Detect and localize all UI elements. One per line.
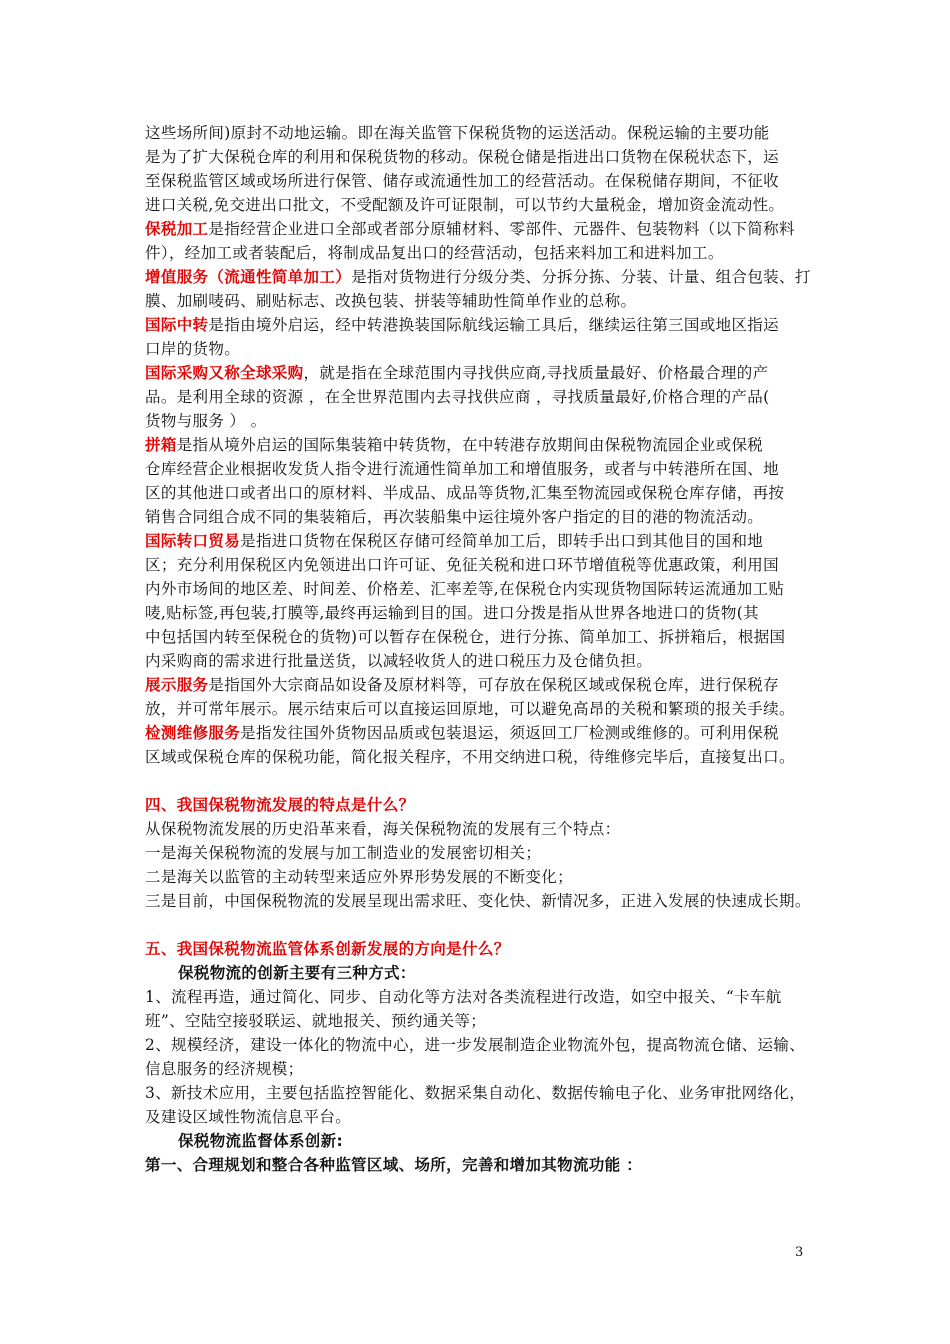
text-line: 2、规模经济，建设一体化的物流中心，进一步发展制造企业物流外包，提高物流仓储、运输、 [145,1036,806,1054]
text-line: 从保税物流发展的历史沿革来看，海关保税物流的发展有三个特点： [145,820,621,838]
text-line: 是为了扩大保税仓库的利用和保税货物的移动。保税仓储是指进出口货物在保税状态下，运 [145,148,780,166]
text-line: 唛,贴标签,再包装,打膜等,最终再运输到目的国。进口分拨是指从世界各地进口的货物(其 [145,604,759,622]
text-line: 区；充分利用保税区内免领进出口许可证、免征关税和进口环节增值税等优惠政策，利用国 [145,556,780,574]
text-line: 三是目前，中国保税物流的发展呈现出需求旺、变化快、新情况多，正进入发展的快速成长期。 [145,892,811,910]
section-heading-5: 五、我国保税物流监管体系创新发展的方向是什么？ [145,940,510,958]
text-line: 进口关税,免交进出口批文，不受配额及许可证限制，可以节约大量税金，增加资金流动性。 [145,196,785,214]
text-line: 及建设区域性物流信息平台。 [145,1108,352,1126]
text-line: 仓库经营企业根据收发货人指令进行流通性简单加工和增值服务，或者与中转港所在国、地 [145,460,780,478]
text-line: 放，并可常年展示。展示结束后可以直接运回原地，可以避免高昂的关税和繁琐的报关手续。 [145,700,795,718]
text-line: 销售合同组合成不同的集装箱后，再次装船集中运往境外客户指定的目的港的物流活动。 [145,508,764,526]
spacer [145,769,835,793]
text-line: 品。是利用全球的资源 ，在全世界范围内去寻找供应商 ，寻找质量最好,价格合理的产品( [145,388,770,406]
definition-text: 是指从境外启运的国际集装箱中转货物，在中转港存放期间由保税物流园企业或保税 [176,436,764,454]
definition-consolidation [145,433,835,457]
definition-text: 是指对货物进行分级分类、分拆分拣、分装、计量、组合包装、打 [351,268,811,286]
text-line: 3、新技术应用，主要包括监控智能化、数据采集自动化、数据传输电子化、业务审批网络化， [145,1084,806,1102]
text-line: 中包括国内转至保税仓的货物)可以暂存在保税仓，进行分拣、简单加工、拆拼箱后，根据国 [145,628,786,646]
subheading-supervision: 保税物流监督体系创新: [178,1132,344,1150]
term-consolidation: 拼箱 [145,436,177,454]
text-line: 区域或保税仓库的保税功能，简化报关程序，不用交纳进口税，待维修完毕后，直接复出口。 [145,748,795,766]
text-line: 内外市场间的地区差、时间差、价格差、汇率差等,在保税仓内实现货物国际转运流通加工贴 [145,580,785,598]
text-line: 口岸的货物。 [145,340,241,358]
term-transit: 国际中转 [145,316,209,334]
definition-text: 是指进口货物在保税区存储可经简单加工后，即转手出口到其他目的国和地 [240,532,764,550]
definition-text: 是指国外大宗商品如设备及原材料等，可存放在保税区域或保税仓库，进行保税存 [208,676,780,694]
term-repair: 检测维修服务 [145,724,241,742]
spacer [145,913,835,937]
subheading-innovation: 保税物流的创新主要有三种方式： [178,964,416,982]
text-line: 膜、加刷唛码、刷贴标志、改换包装、拼装等辅助性简单作业的总称。 [145,292,637,310]
text-line: 班”、空陆空接驳联运、就地报关、预约通关等； [145,1012,487,1030]
definition-transit [145,313,835,337]
definition-exhibition [145,673,835,697]
definition-text: 是指发往国外货物因品质或包装退运，须返回工厂检测或维修的。可利用保税 [240,724,780,742]
definition-text: 是指由境外启运，经中转港换装国际航线运输工具后，继续运往第三国或地区指运 [208,316,780,334]
term-entrepot: 国际转口贸易 [145,532,241,550]
term-procurement: 国际采购又称全球采购 [145,364,304,382]
section-heading-4: 四、我国保税物流发展的特点是什么？ [145,796,415,814]
text-line: 二是海关以监管的主动转型来适应外界形势发展的不断变化； [145,868,573,886]
text-line: 信息服务的经济规模； [145,1060,304,1078]
text-line: 一是海关保税物流的发展与加工制造业的发展密切相关； [145,844,542,862]
definition-repair [145,721,835,745]
definition-value-added [145,265,835,289]
text-line: 件），经加工或者装配后，将制成品复出口的经营活动，包括来料加工和进料加工。 [145,244,724,262]
term-value-added: 增值服务（流通性简单加工） [145,268,352,286]
text-line: 1、流程再造，通过简化、同步、自动化等方法对各类流程进行改造，如空中报关、“卡车航 [145,988,782,1006]
definition-procurement [145,361,835,385]
text-line: 区的其他进口或者出口的原材料、半成品、成品等货物,汇集至物流园或保税仓库存储，再按 [145,484,785,502]
definition-processing [145,217,835,241]
term-exhibition: 展示服务 [145,676,209,694]
text-line: 至保税监管区域或场所进行保管、储存或流通性加工的经营活动。在保税储存期间，不征收 [145,172,780,190]
definition-entrepot [145,529,835,553]
definition-text: 是指经营企业进口全部或者部分原辅材料、零部件、元器件、包装物料（以下简称料 [208,220,795,238]
page-content [145,121,835,1177]
text-line: 内采购商的需求进行批量送货，以减轻收货人的进口税压力及仓储负担。 [145,652,653,670]
term-processing: 保税加工 [145,220,209,238]
first-point: 第一、合理规划和整合各种监管区域、场所，完善和增加其物流功能 ： [145,1156,643,1174]
text-line: 货物与服务 ） 。 [145,412,267,430]
definition-text: ，就是指在全球范围内寻找供应商,寻找质量最好、价格最合理的产 [303,364,769,382]
text-line: 这些场所间)原封不动地运输。即在海关监管下保税货物的运送活动。保税运输的主要功能 [145,124,770,142]
page-number: 3 [795,1245,804,1260]
